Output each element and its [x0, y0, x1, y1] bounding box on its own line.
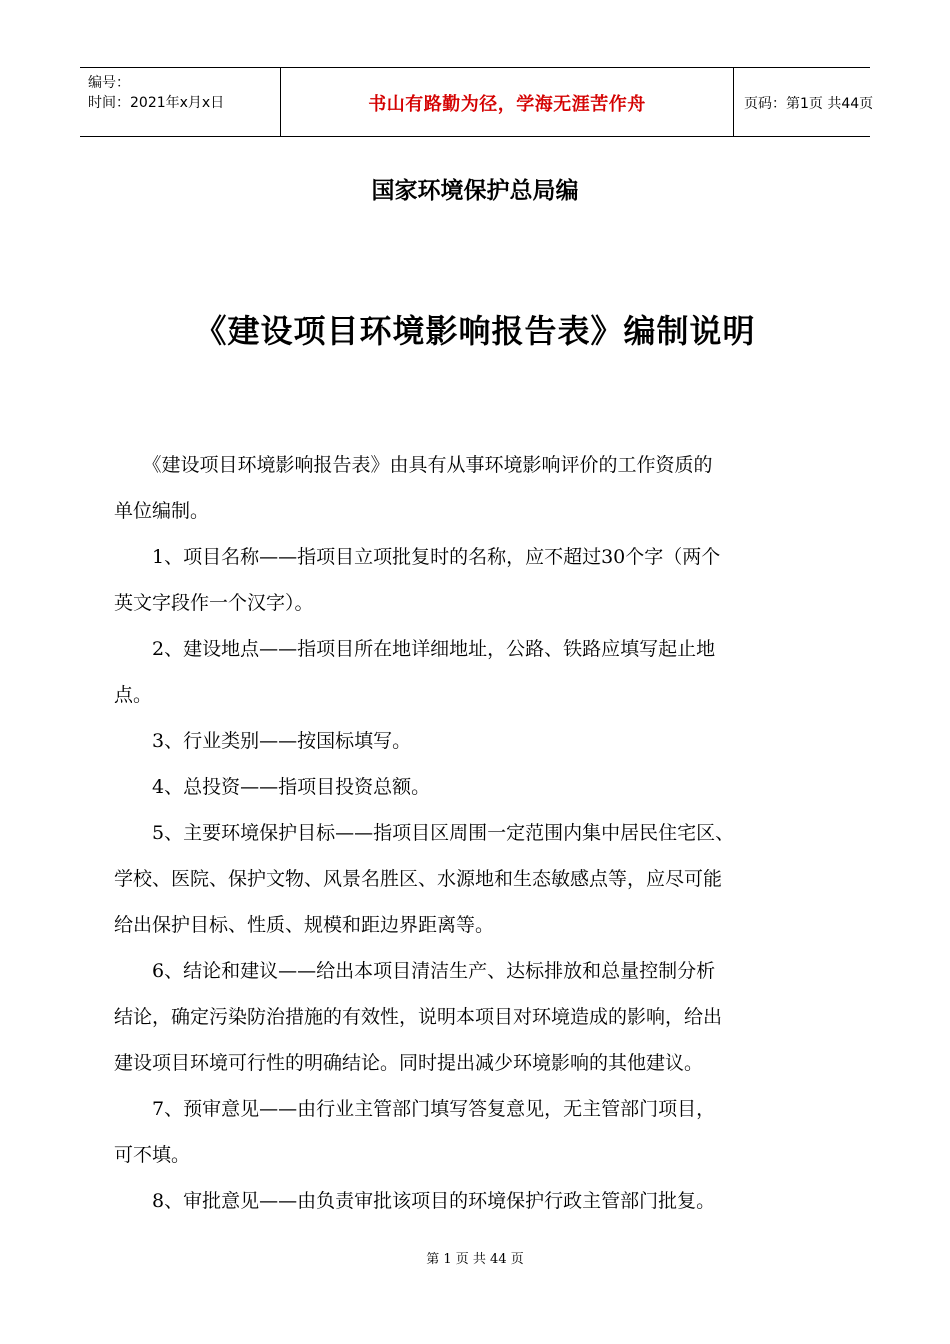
paragraph-line: 6、结论和建议——给出本项目清洁生产、达标排放和总量控制分析	[114, 960, 716, 982]
document-time-label: 时间：2021年x月x日	[88, 95, 225, 111]
paragraph-line: 2、建设地点——指项目所在地详细地址，公路、铁路应填写起止地	[114, 638, 716, 660]
paragraph-8	[114, 1086, 844, 1178]
paragraph-line: 单位编制。	[114, 500, 210, 522]
paragraph-line: 5、主要环境保护目标——指项目区周围一定范围内集中居民住宅区、	[114, 822, 735, 844]
page-number-label: 页码：第1页 共44页	[744, 96, 874, 112]
paragraph-line: 7、预审意见——由行业主管部门填写答复意见，无主管部门项目，	[114, 1098, 716, 1120]
paragraph-line: 点。	[114, 684, 153, 706]
page-header	[80, 67, 874, 137]
paragraph-line: 3、行业类别——按国标填写。	[114, 730, 412, 752]
paragraph-line: 结论，确定污染防治措施的有效性，说明本项目对环境造成的影响，给出	[114, 1006, 723, 1028]
paragraph-3	[114, 626, 844, 718]
paragraph-1	[114, 442, 844, 534]
paragraph-line: 英文字段作一个汉字）。	[114, 592, 314, 614]
paragraph-2	[114, 534, 844, 626]
document-title: 《建设项目环境影响报告表》编制说明	[194, 312, 756, 350]
paragraph-line: 1、项目名称——指项目立项批复时的名称，应不超过30个字（两个	[114, 546, 721, 568]
paragraph-6	[114, 810, 844, 948]
page-footer: 第 1 页 共 44 页	[426, 1252, 524, 1267]
header-motto-cell	[280, 68, 734, 136]
paragraph-line: 建设项目环境可行性的明确结论。同时提出减少环境影响的其他建议。	[114, 1052, 704, 1074]
publisher-heading: 国家环境保护总局编	[371, 178, 579, 204]
paragraph-4	[114, 718, 844, 764]
paragraph-line: 8、审批意见——由负责审批该项目的环境保护行政主管部门批复。	[114, 1190, 716, 1212]
header-left-cell	[80, 68, 280, 136]
motto-text: 书山有路勤为径，学海无涯苦作舟	[368, 94, 646, 115]
paragraph-line: 学校、医院、保护文物、风景名胜区、水源地和生态敏感点等，应尽可能	[114, 868, 723, 890]
paragraph-9	[114, 1178, 844, 1224]
paragraph-line: 给出保护目标、性质、规模和距边界距离等。	[114, 914, 495, 936]
paragraph-7	[114, 948, 844, 1086]
paragraph-line: 4、总投资——指项目投资总额。	[114, 776, 431, 798]
document-number-label: 编号：	[88, 75, 130, 91]
paragraph-line: 可不填。	[114, 1144, 191, 1166]
paragraph-line: 《建设项目环境影响报告表》由具有从事环境影响评价的工作资质的	[114, 454, 713, 476]
paragraph-5	[114, 764, 844, 810]
header-right-cell	[734, 68, 874, 136]
